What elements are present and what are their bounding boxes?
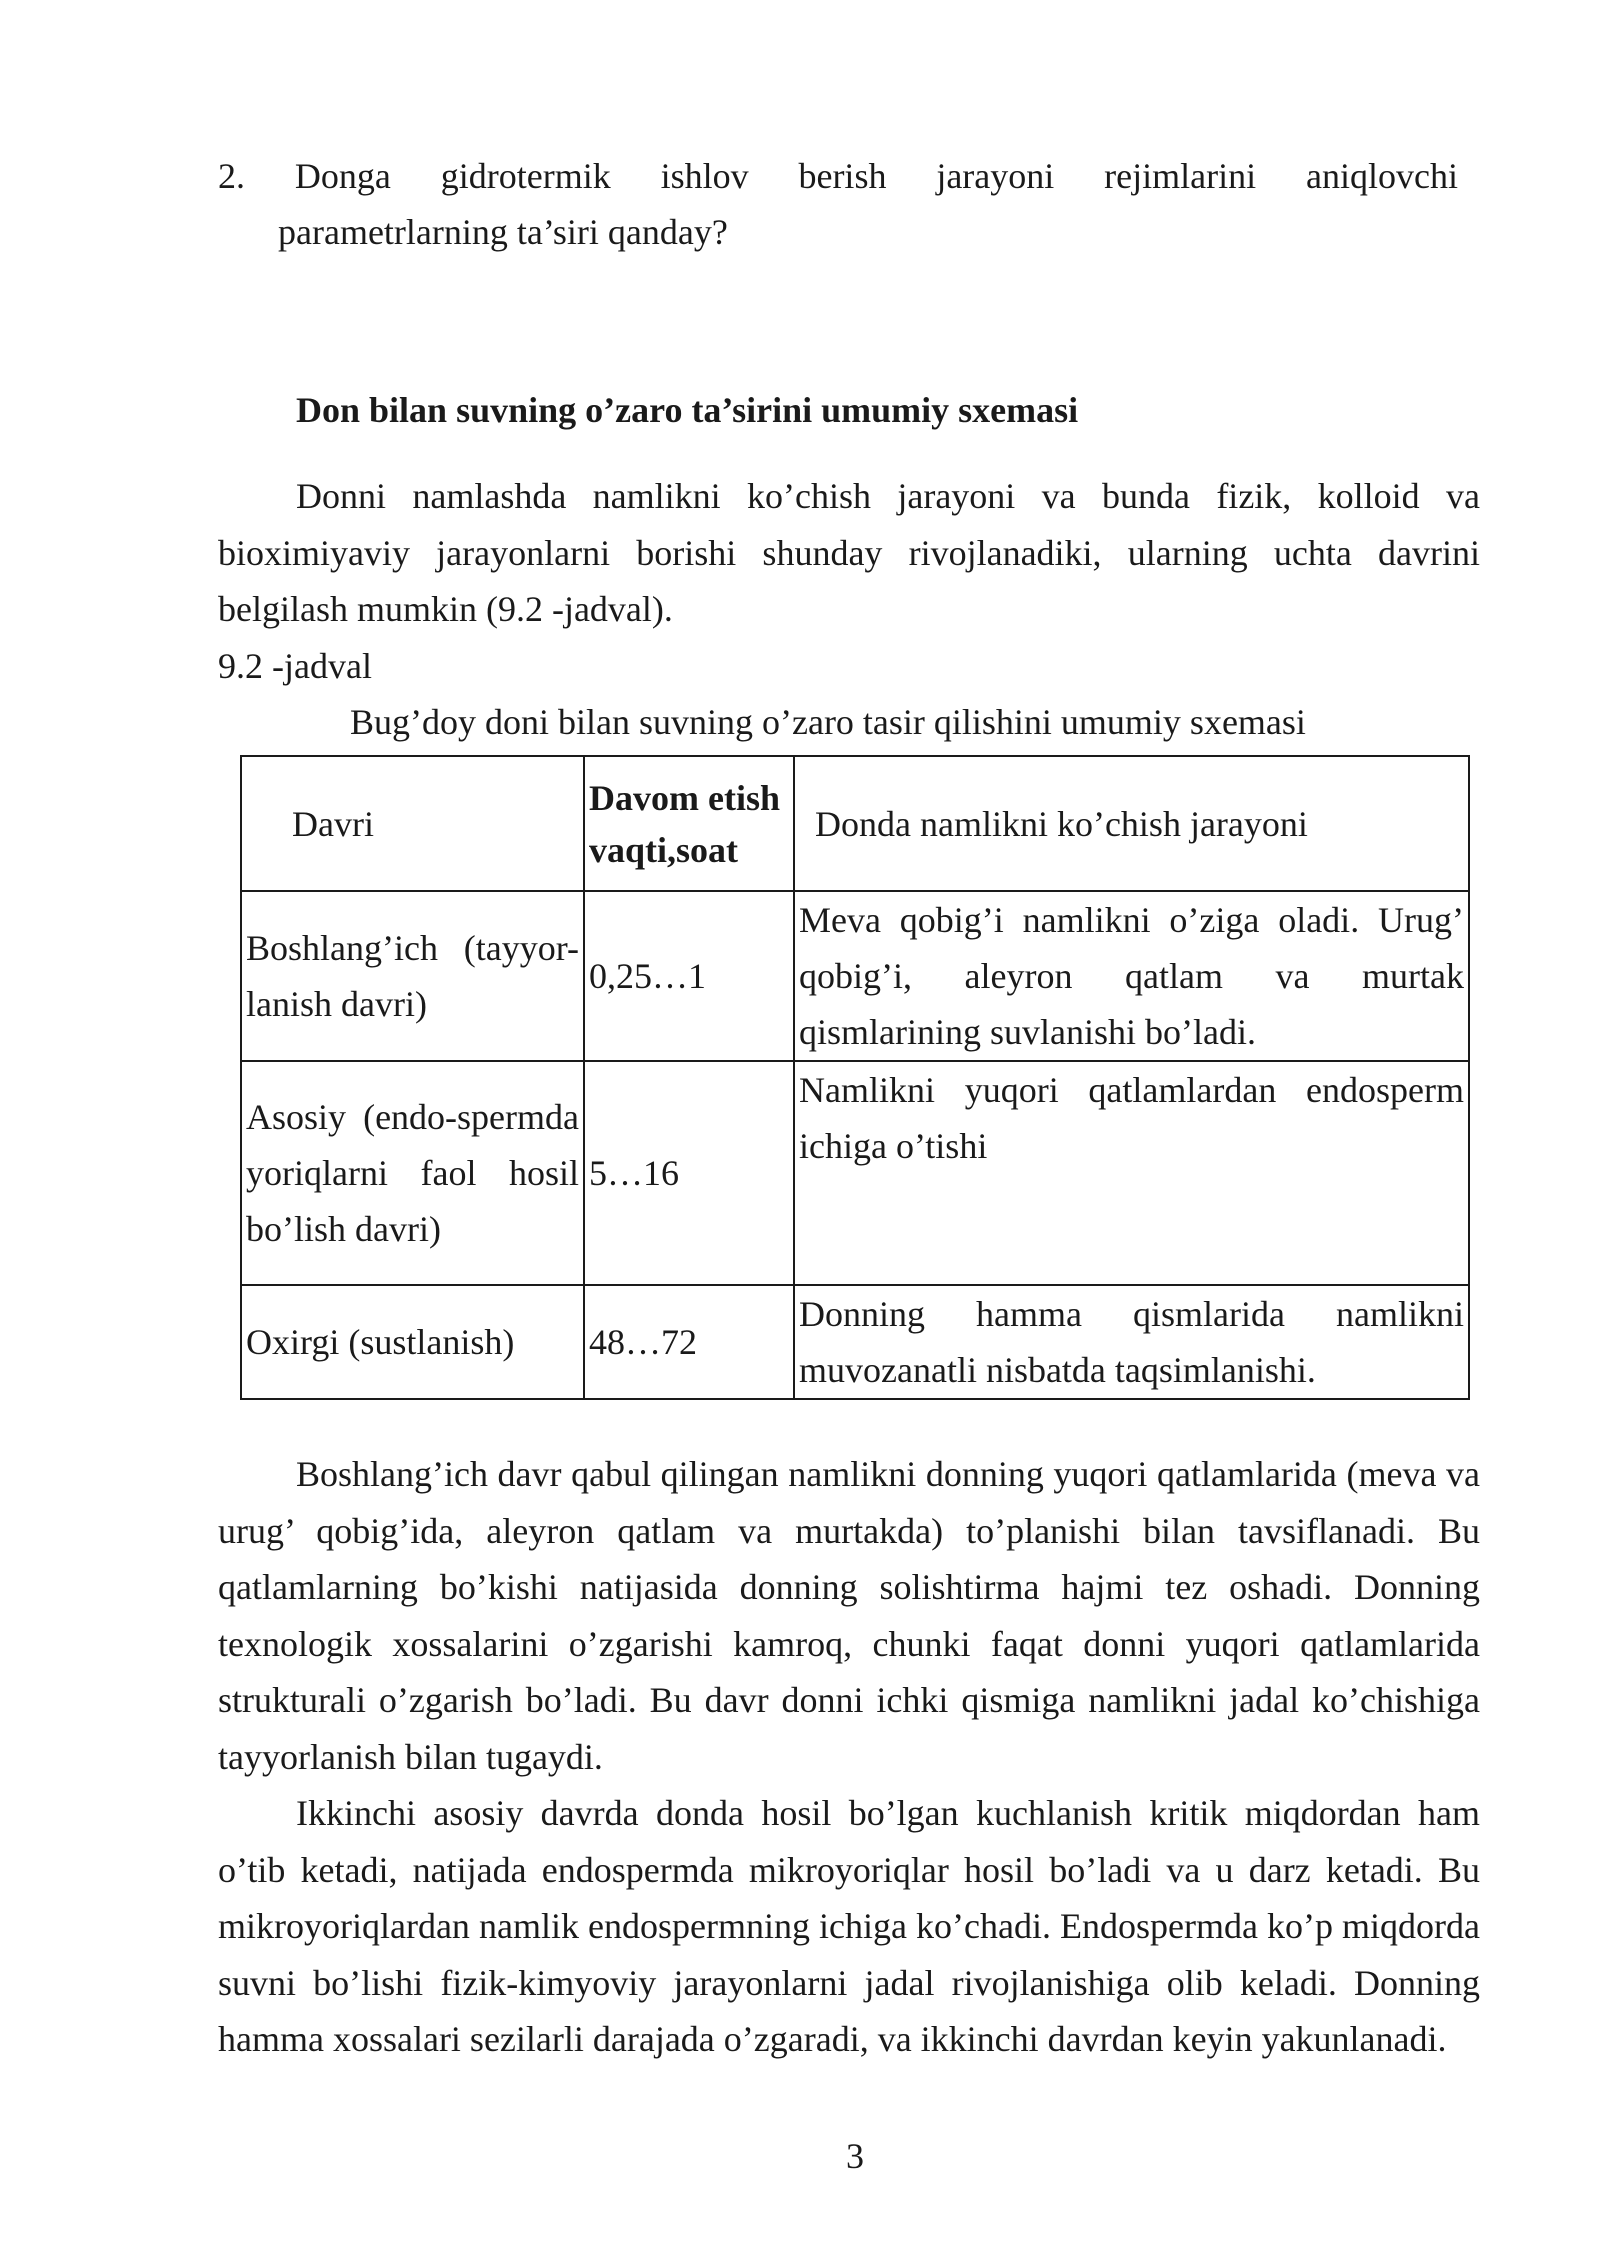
header-process: Donda namlikni ko’chish jarayoni: [794, 756, 1469, 891]
table-row: [241, 1061, 1469, 1285]
header-period: Davri: [241, 756, 584, 891]
cell-period: Asosiy (endo-spermda yoriqlarni faol hosil bo’lish davri): [241, 1061, 584, 1285]
question-item: [218, 148, 1458, 260]
question-word: rejimlarini: [1104, 156, 1257, 196]
question-line-2: parametrlarning ta’siri qanday?: [278, 212, 728, 252]
question-word: jarayoni: [936, 156, 1055, 196]
cell-process: Namlikni yuqori qatlamlardan endosperm ichiga o’tishi: [794, 1061, 1469, 1285]
cell-process: Meva qobig’i namlikni o’ziga oladi. Urug’ qobig’i, aleyron qatlam va murtak qismlarining suvlanishi bo’ladi.: [794, 891, 1469, 1061]
table-label: 9.2 -jadval: [218, 646, 372, 686]
question-number: 2.: [218, 156, 245, 196]
question-line-1: [218, 148, 1458, 204]
header-duration: Davom etish vaqti,soat: [584, 756, 794, 891]
table-row: [241, 891, 1469, 1061]
question-word: aniqlovchi: [1305, 156, 1458, 196]
table-caption: Bug’doy doni bilan suvning o’zaro tasir qilishini umumiy sxemasi: [350, 702, 1306, 742]
cell-duration: 0,25…1: [584, 891, 794, 1061]
question-word: berish: [798, 156, 887, 196]
table-row: [241, 1285, 1469, 1399]
page-number: 3: [846, 2136, 864, 2176]
cell-process: Donning hamma qismlarida namlikni muvozanatli nisbatda taqsimlanishi.: [794, 1285, 1469, 1399]
body-paragraph: Boshlang’ich davr qabul qilingan namlikni donning yuqori qatlamlarida (meva va urug’ qobig’ida, aleyron qatlam va murtakda) to’planishi bilan tavsiflanadi. Bu qatlamlarning bo’kishi natijasida donning solishtirma hajmi tez oshadi. Donning texnologik xossalarini o’zgarishi kamroq, chunki faqat donni yuqori qatlamlarida strukturali o’zgarish bo’ladi. Bu davr donni ichki qismiga namlikni jadal ko’chishiga tayyorlanish bilan tugaydi.: [218, 1454, 1480, 1777]
question-word: gidrotermik: [440, 156, 611, 196]
cell-period: Boshlang’ich (tayyor-lanish davri): [241, 891, 584, 1061]
cell-period: Oxirgi (sustlanish): [241, 1285, 584, 1399]
table-header-row: [241, 756, 1469, 891]
question-word: ishlov: [660, 156, 749, 196]
question-word: Donga: [294, 156, 391, 196]
cell-duration: 48…72: [584, 1285, 794, 1399]
section-heading: Don bilan suvning o’zaro ta’sirini umumiy sxemasi: [296, 390, 1079, 430]
intro-paragraph: Donni namlashda namlikni ko’chish jarayoni va bunda fizik, kolloid va bioximiyaviy jarayonlarni borishi shunday rivojlanadiki, ularning uchta davrini belgilash mumkin (9.2 -jadval).: [218, 476, 1480, 629]
scheme-table: [240, 755, 1470, 1400]
body-paragraph: Ikkinchi asosiy davrda donda hosil bo’lgan kuchlanish kritik miqdordan ham o’tib ketadi, natijada endospermda mikroyoriqlar hosil bo’ladi va u darz ketadi. Bu mikroyoriqlardan namlik endospermning ichiga ko’chadi. Endospermda ko’p miqdorda suvni bo’lishi fizik-kimyoviy jarayonlarni jadal rivojlanishiga olib keladi. Donning hamma xossalari sezilarli darajada o’zgaradi, va ikkinchi davrdan keyin yakunlanadi.: [218, 1793, 1480, 2059]
cell-duration: 5…16: [584, 1061, 794, 1285]
